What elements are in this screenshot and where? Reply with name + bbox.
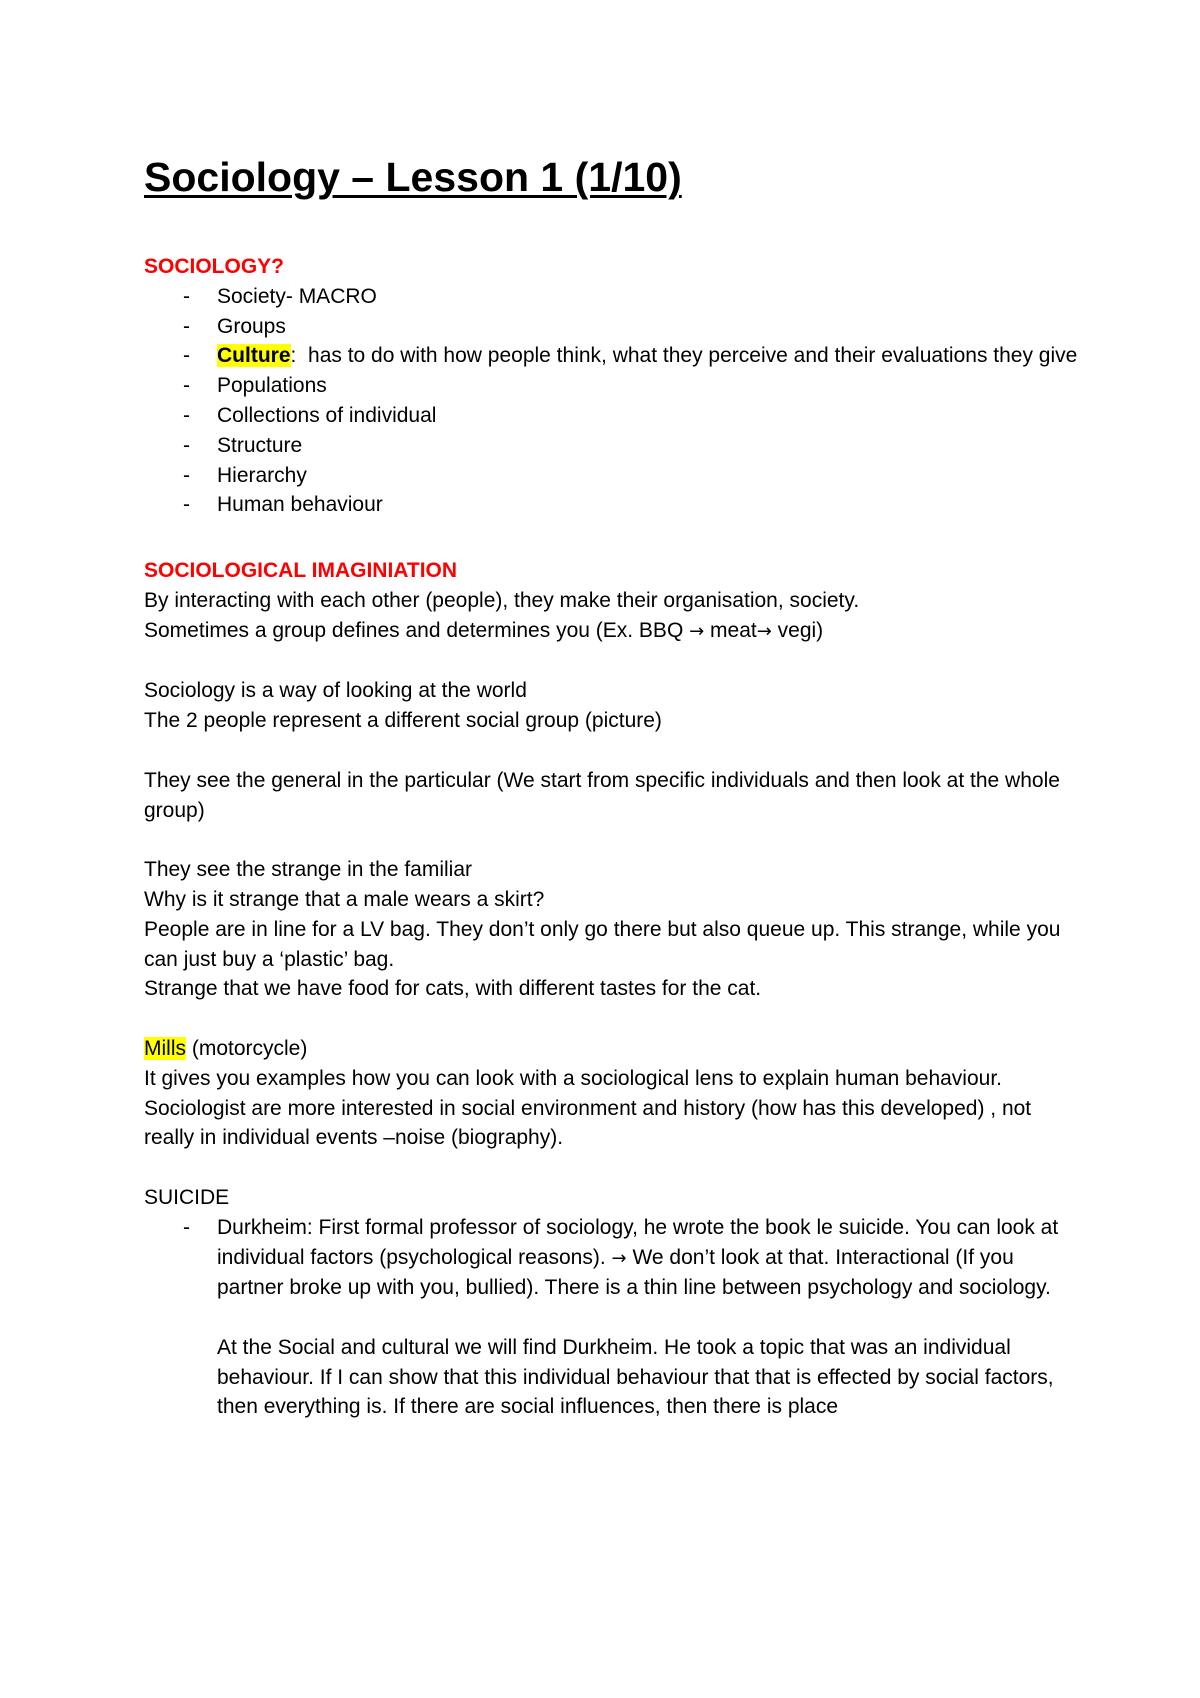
paragraph-bbq — [144, 616, 1084, 647]
text-run: Sometimes a group defines and determines you (Ex. BBQ — [144, 618, 690, 642]
list-item-text: Hierarchy — [217, 463, 307, 487]
list-item-durkheim — [144, 1213, 1084, 1303]
paragraph: The 2 people represent a different social group (picture) — [144, 709, 662, 733]
list-item-text: Groups — [217, 314, 286, 338]
paragraph: Sociology is a way of looking at the world — [144, 679, 527, 703]
list-dash: - — [183, 314, 190, 338]
list-dash: - — [183, 403, 190, 427]
list-item-text: has to do with how people think, what they perceive and their evaluations they give — [308, 344, 1078, 368]
paragraph: They see the general in the particular (We start from specific individuals and then look at the whole group) — [144, 768, 1060, 822]
paragraph: Why is it strange that a male wears a skirt? — [144, 887, 545, 911]
highlighted-term-mills: Mills — [144, 1036, 186, 1060]
arrow-right-icon: → — [689, 620, 705, 642]
paragraph-mills — [144, 1034, 1084, 1064]
text-run: meat — [704, 618, 757, 642]
spacer — [144, 520, 1084, 556]
list-item-text: Collections of individual — [217, 403, 437, 427]
paragraph: People are in line for a LV bag. They don’t only go there but also queue up. This strange, while you can just buy a ‘plastic’ bag. — [144, 917, 1061, 971]
spacer — [144, 825, 1084, 855]
spacer — [144, 647, 1084, 677]
section-heading-sociological-imagination: SOCIOLOGICAL IMAGINIATION — [144, 559, 458, 583]
list-item-text: Human behaviour — [217, 493, 383, 517]
highlighted-term-culture: Culture — [217, 344, 291, 368]
culture-colon: : — [290, 344, 297, 368]
list-item — [144, 461, 1084, 491]
section-heading-suicide: SUICIDE — [144, 1185, 230, 1209]
text-run: We don’t look at that. Interactional (If you partner broke up with you, bullied). There is a thin line between psychology and sociology. — [217, 1245, 1051, 1300]
list-dash: - — [183, 374, 190, 398]
paragraph: Sociologist are more interested in social environment and history (how has this developed) , not really in individual events –noise (biography). — [144, 1096, 1032, 1150]
spacer — [144, 1303, 1084, 1333]
list-item — [144, 490, 1084, 520]
page-title: Sociology – Lesson 1 (1/10) — [144, 154, 682, 200]
list-item — [144, 431, 1084, 461]
suicide-list — [144, 1213, 1084, 1303]
list-item — [144, 312, 1084, 342]
list-item — [144, 282, 1084, 312]
list-dash: - — [183, 344, 190, 368]
sociology-list — [144, 282, 1084, 520]
text-run: vegi) — [771, 618, 824, 642]
list-dash: - — [183, 433, 190, 457]
list-item — [144, 371, 1084, 401]
section-heading-sociology: SOCIOLOGY? — [144, 255, 285, 278]
list-dash: - — [183, 1215, 190, 1239]
arrow-right-icon: → — [611, 1247, 627, 1269]
paragraph: They see the strange in the familiar — [144, 858, 473, 882]
paragraph: It gives you examples how you can look with a sociological lens to explain human behaviour. — [144, 1066, 1002, 1090]
list-item-text: Structure — [217, 433, 303, 457]
spacer — [144, 1153, 1084, 1183]
paragraph-durkheim-social: At the Social and cultural we will find Durkheim. He took a topic that was an individual behaviour. If I can show that this individual behaviour that that is effected by social factors, then everything is. If there are social influences, then there is place — [217, 1335, 1054, 1419]
text-run: Durkheim: First formal professor of sociology, he wrote the book le suicide. You can look at individual factors (psychological reasons). — [217, 1215, 1059, 1269]
spacer — [144, 1004, 1084, 1034]
document-content — [144, 150, 1084, 1422]
paragraph: Strange that we have food for cats, with different tastes for the cat. — [144, 977, 762, 1001]
list-dash: - — [183, 463, 190, 487]
list-item-text: Populations — [217, 374, 327, 398]
list-item — [144, 401, 1084, 431]
text-run: (motorcycle) — [186, 1036, 308, 1060]
arrow-right-icon: → — [756, 620, 772, 642]
spacer — [144, 736, 1084, 766]
list-item-culture — [144, 341, 1084, 371]
list-dash: - — [183, 493, 190, 517]
list-item-text: Society- MACRO — [217, 284, 377, 308]
list-dash: - — [183, 284, 190, 308]
paragraph: By interacting with each other (people), they make their organisation, society. — [144, 588, 860, 612]
